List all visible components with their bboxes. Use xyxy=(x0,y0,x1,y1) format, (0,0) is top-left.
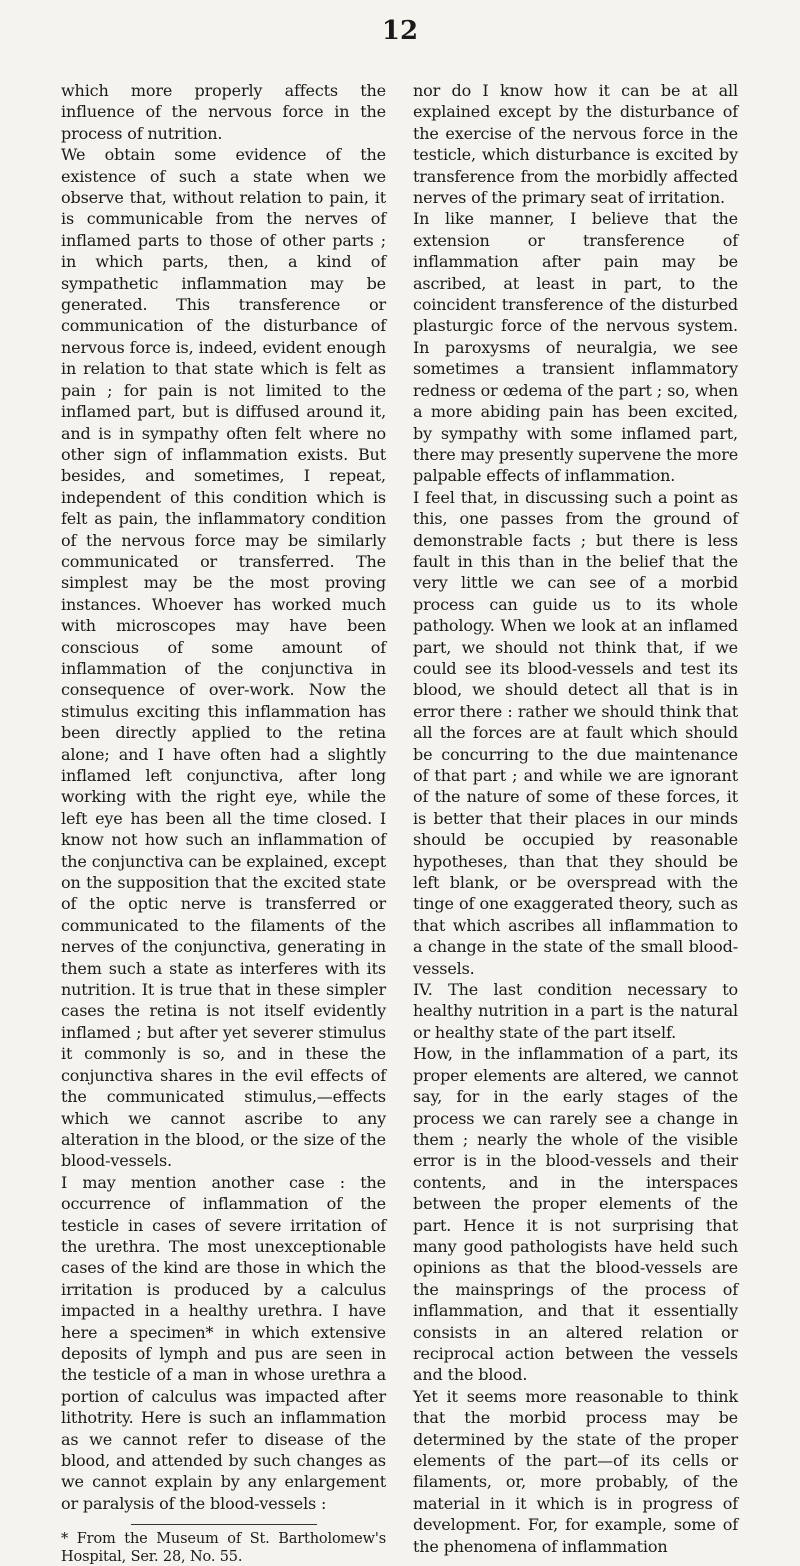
paragraph: I may mention another case : the occurrence of inflammation of the testicle in cases of severe irritation of the urethra. The most unexceptionable cases of the kind are those in which the irritation is produced by a calculus impacted in a healthy urethra. I have here a specimen* in which extensive deposits of lymph and pus are seen in the testicle of a man in whose urethra a portion of calculus was impacted after lithotrity. Here is such an inflammation as we cannot refer to disease of the blood, and attended by such changes as we cannot explain by any enlargement or paralysis of the blood-vessels : xyxy=(61,1172,386,1513)
paragraph: IV. The last condition necessary to healthy nutrition in a part is the natural or healthy state of the part itself. xyxy=(413,980,738,1042)
page-number: 12 xyxy=(381,16,419,46)
footnote: * From the Museum of St. Bartholomew's Hospital, Ser. 28, No. 55. xyxy=(61,1531,386,1566)
paragraph: nor do I know how it can be at all explained except by the disturbance of the exercise of the nervous force in the testicle, which disturbance is excited by transference from the morbidly affected nerves of the primary seat of irritation. xyxy=(413,81,738,208)
paragraph: How, in the inflammation of a part, its proper elements are altered, we cannot say, for in the early stages of the process we can rarely see a change in them ; nearly the whole of the visible error is in the blood-vessels and their contents, and in the interspaces between the proper elements of the part. Hence it is not surprising that many good pathologists have held such opinions as that the blood-vessels are the mainsprings of the process of inflammation, and that it essentially consists in an altered relation or reciprocal action between the vessels and the blood. xyxy=(413,1044,738,1385)
paragraph: We obtain some evidence of the existence of such a state when we observe that, without relation to pain, it is communicable from the nerves of inflamed parts to those of other parts ; in which parts, then, a kind of sympathetic inflammation may be generated. This transference or communication of the disturbance of nervous force is, indeed, evident enough in relation to that state which is felt as pain ; for pain is not limited to the inflamed part, but is diffused around it, and is in sympathy often felt where no other sign of inflammation exists. But besides, and sometimes, I repeat, independent of this condition which is felt as pain, the inflammatory condition of the nervous force may be similarly communicated or transferred. The simplest may be the most proving instances. Whoever has worked much with microscopes may have been conscious of some amount of inflammation of the conjunctiva in consequence of over-work. Now the stimulus exciting this inflammation has been directly applied to the retina alone; and I have often had a slightly inflamed left conjunctiva, after long working with the right eye, while the left eye has been all the time closed. I know not how such an inflammation of the conjunctiva can be explained, except on the supposition that the excited state of the optic nerve is transferred or communicated to the filaments of the nerves of the conjunctiva, generating in them such a state as interferes with its nutrition. It is true that in these simpler cases the retina is not itself evidently inflamed ; but after yet severer stimulus it commonly is so, and in these the conjunctiva shares in the evil effects of the communicated stimulus,—effects which we cannot ascribe to any alteration in the blood, or the size of the blood-vessels. xyxy=(61,145,386,1171)
paragraph: Yet it seems more reasonable to think that the morbid process may be determined by the state of the proper elements of the part—of its cells or filaments, or, more probably, of the material in it which is in progress of development. For, for example, some of the phenomena of inflammation xyxy=(413,1386,738,1556)
footnote-divider xyxy=(131,1524,317,1525)
right-column xyxy=(413,80,738,1557)
left-column xyxy=(61,80,386,1566)
paragraph: In like manner, I believe that the extension or transference of inflammation after pain may be ascribed, at least in part, to the coincident transference of the disturbed plasturgic force of the nervous system. In paroxysms of neuralgia, we see sometimes a transient inflammatory redness or œdema of the part ; so, when a more abiding pain has been excited, by sympathy with some inflamed part, there may presently supervene the more palpable effects of inflammation. xyxy=(413,209,739,486)
paragraph: which more properly affects the influence of the nervous force in the process of nutrition. xyxy=(61,81,386,143)
paragraph: I feel that, in discussing such a point as this, one passes from the ground of demonstrable facts ; but there is less fault in this than in the belief that the very little we can see of a morbid process can guide us to its whole pathology. When we look at an inflamed part, we should not think that, if we could see its blood-vessels and test its blood, we should detect all that is in error there : rather we should think that all the forces are at fault which should be concurring to the due maintenance of that part ; and while we are ignorant of the nature of some of these forces, it is better that their places in our minds should be occupied by reasonable hypotheses, than that they should be left blank, or be overspread with the tinge of one exaggerated theory, such as that which ascribes all inflammation to a change in the state of the small blood-vessels. xyxy=(413,487,738,978)
